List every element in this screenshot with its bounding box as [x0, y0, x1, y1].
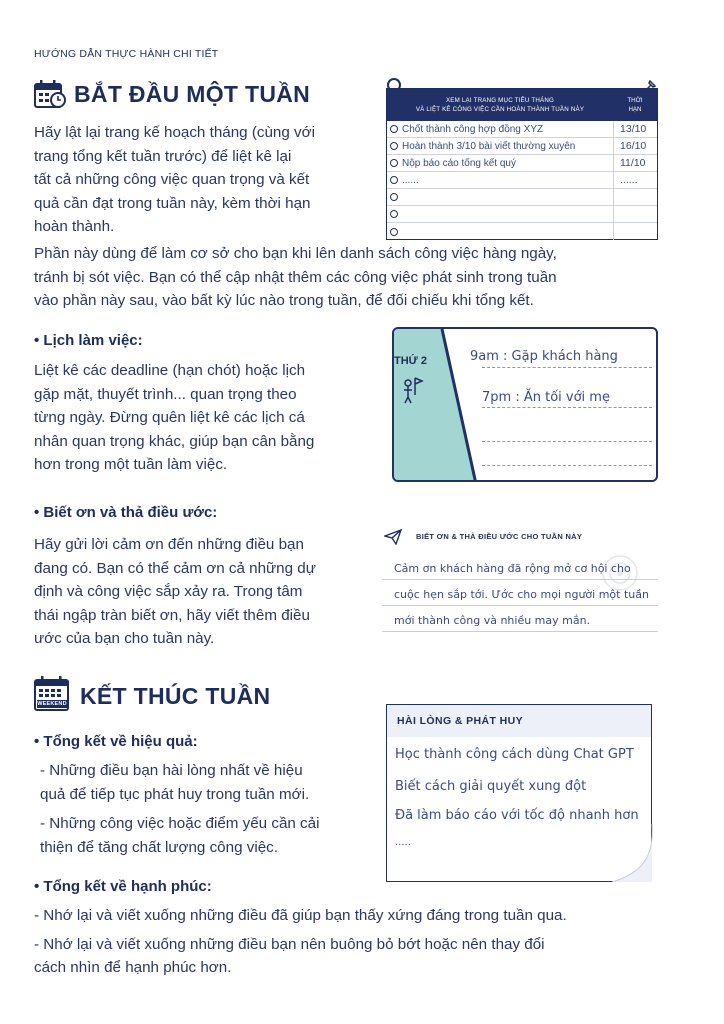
deadline-header-line: HẠN — [628, 106, 642, 113]
checkbox-circle[interactable] — [390, 228, 398, 236]
happiness-line: - Nhớ lại và viết xuống những điều đã giúp bạn thấy xứng đáng trong tuần qua. — [34, 907, 567, 924]
basis-line: tránh bị sót việc. Bạn có thể cập nhật thêm các công việc phát sinh trong tuần — [34, 268, 557, 286]
schedule-card — [392, 327, 658, 482]
effectiveness-heading: • Tổng kết về hiệu quả: — [34, 733, 198, 750]
table-row — [387, 121, 657, 138]
happiness-line: - Nhớ lại và viết xuống những điều bạn nên buông bỏ bớt hoặc nên thay đổi — [34, 935, 545, 953]
gratitude-rule — [382, 631, 658, 632]
task-date: ...... — [613, 172, 657, 188]
table-row — [387, 172, 657, 189]
task-text: Hoàn thành 3/10 bài viết thường xuyên — [402, 140, 576, 152]
effectiveness-line: thiện để tăng chất lượng công việc. — [40, 838, 278, 856]
goals-header-title — [387, 89, 613, 121]
effectiveness-line: - Những công việc hoặc điểm yếu cần cải — [40, 815, 320, 832]
table-row — [387, 189, 657, 206]
task-date — [613, 223, 657, 240]
intro-line: tất cả những công việc quan trọng và kết — [34, 171, 310, 188]
gratitude-heading-text: Biết ơn và thả điều ước: — [43, 504, 218, 521]
table-row — [387, 206, 657, 223]
satisfaction-item: ..... — [395, 837, 411, 848]
task-date — [613, 189, 657, 205]
weekend-calendar-icon — [34, 676, 70, 712]
schedule-entry: 7pm : Ăn tối với mẹ — [482, 390, 610, 405]
intro-line: Hãy lật lại trang kế hoạch tháng (cùng với — [34, 124, 315, 141]
gratitude-box-title: BIẾT ƠN & THẢ ĐIỀU ƯỚC CHO TUẦN NÀY — [416, 532, 583, 541]
intro-paragraph — [34, 121, 364, 239]
gratitude-handwritten-line: Cảm ơn khách hàng đã rộng mở cơ hội cho — [394, 562, 631, 575]
task-date — [613, 206, 657, 222]
schedule-line-rule — [482, 367, 652, 368]
task-date: 16/10 — [613, 138, 657, 154]
checkbox-circle[interactable] — [390, 125, 398, 133]
task-text: ...... — [402, 174, 419, 186]
schedule-line: gặp mặt, thuyết trình... quan trọng theo — [34, 385, 297, 403]
satisfaction-item: Học thành công cách dùng Chat GPT — [395, 747, 634, 762]
gratitude-line: ước của bạn cho tuần này. — [34, 630, 215, 647]
intro-line: trang tổng kết tuần trước) để liệt kê lại — [34, 147, 292, 165]
satisfaction-card-title: HÀI LÒNG & PHÁT HUY — [387, 705, 651, 737]
happiness-paragraph — [34, 904, 684, 980]
task-date: 13/10 — [613, 121, 657, 137]
effectiveness-heading-text: Tổng kết về hiệu quả: — [43, 733, 198, 750]
happiness-line: cách nhìn để hạnh phúc hơn. — [34, 959, 232, 976]
goals-header-line: XEM LẠI TRANG MỤC TIÊU THÁNG — [445, 97, 555, 104]
effectiveness-line: quả để tiếp tục phát huy trong tuần mới. — [40, 785, 310, 803]
schedule-line: từng ngày. Đừng quên liệt kê các lịch cá — [34, 409, 305, 426]
checkbox-circle[interactable] — [390, 210, 398, 218]
checkbox-circle[interactable] — [390, 142, 398, 150]
calendar-clock-icon — [34, 79, 66, 109]
schedule-heading-text: Lịch làm việc: — [43, 332, 143, 349]
goals-header-line: VÀ LIỆT KÊ CÔNG VIỆC CẦN HOÀN THÀNH TUẦN NÀY — [415, 106, 585, 113]
checkbox-circle[interactable] — [390, 193, 398, 201]
table-row — [387, 155, 657, 172]
schedule-line: nhân quan trọng khác, giúp bạn cân bằng — [34, 432, 315, 450]
gratitude-line: định và công việc sắp xảy ra. Trong tâm — [34, 583, 303, 600]
effectiveness-line: - Những điều bạn hài lòng nhất về hiệu — [40, 762, 303, 779]
schedule-line-rule — [482, 465, 652, 466]
satisfaction-item: Đã làm báo cáo với tốc độ nhanh hơn — [395, 808, 639, 823]
schedule-line-rule — [482, 441, 652, 442]
schedule-day: THỨ 2 — [394, 355, 427, 367]
gratitude-handwritten-line: cuộc hẹn sắp tới. Ước cho mọi người một tuần — [394, 588, 649, 601]
table-row — [387, 223, 657, 240]
schedule-line-rule — [482, 407, 652, 408]
weekend-label: WEEKEND — [37, 701, 67, 707]
intro-line: hoàn thành. — [34, 218, 115, 235]
page-header-label: HƯỚNG DẪN THỰC HÀNH CHI TIẾT — [34, 48, 219, 60]
basis-line: vào phần này sau, vào bất kỳ lúc nào trong tuần, để đối chiếu khi tổng kết. — [34, 292, 534, 309]
deadline-header-line: THỜI — [627, 97, 643, 104]
section-title-end-week: KẾT THÚC TUẦN — [80, 683, 271, 709]
gratitude-line: thái ngập tràn biết ơn, hãy viết thêm điều — [34, 606, 310, 624]
schedule-heading: • Lịch làm việc: — [34, 332, 143, 349]
checkbox-circle[interactable] — [390, 159, 398, 167]
goals-header-deadline — [613, 89, 657, 121]
effectiveness-paragraph — [40, 759, 370, 859]
page-curl-decoration — [608, 822, 658, 886]
gratitude-heading: • Biết ơn và thả điều ước: — [34, 504, 218, 521]
gratitude-line: đang có. Bạn có thể cảm ơn cả những dự — [34, 559, 316, 577]
goals-table-header — [387, 89, 657, 121]
task-text: Chốt thành công hợp đồng XYZ — [402, 123, 544, 135]
basis-paragraph — [34, 242, 674, 313]
paper-plane-icon — [384, 529, 402, 545]
gratitude-handwritten-line: mới thành công và nhiều may mắn. — [394, 614, 591, 627]
gratitude-rule — [382, 579, 658, 580]
table-row — [387, 138, 657, 155]
happiness-heading-text: Tổng kết về hạnh phúc: — [43, 878, 212, 895]
checkbox-circle[interactable] — [390, 176, 398, 184]
basis-line: Phần này dùng để làm cơ sở cho bạn khi lên danh sách công việc hàng ngày, — [34, 245, 557, 262]
section-title-start-week: BẮT ĐẦU MỘT TUẦN — [74, 81, 311, 107]
task-date: 11/10 — [613, 155, 657, 171]
goals-table — [386, 88, 658, 240]
satisfaction-item: Biết cách giải quyết xung đột — [395, 779, 587, 794]
happiness-heading: • Tổng kết về hạnh phúc: — [34, 878, 212, 895]
gratitude-line: Hãy gửi lời cảm ơn đến những điều bạn — [34, 536, 304, 553]
intro-line: quả cần đạt trong tuần này, kèm thời hạn — [34, 194, 311, 212]
person-flag-icon — [400, 375, 424, 405]
gratitude-paragraph — [34, 533, 364, 651]
schedule-line: Liệt kê các deadline (hạn chót) hoặc lịch — [34, 362, 306, 379]
schedule-entry: 9am : Gặp khách hàng — [470, 349, 618, 364]
gratitude-rule — [382, 605, 658, 606]
schedule-line: hơn trong một tuần làm việc. — [34, 456, 228, 473]
task-text: Nộp báo cáo tổng kết quý — [402, 157, 516, 169]
schedule-paragraph — [34, 359, 364, 477]
